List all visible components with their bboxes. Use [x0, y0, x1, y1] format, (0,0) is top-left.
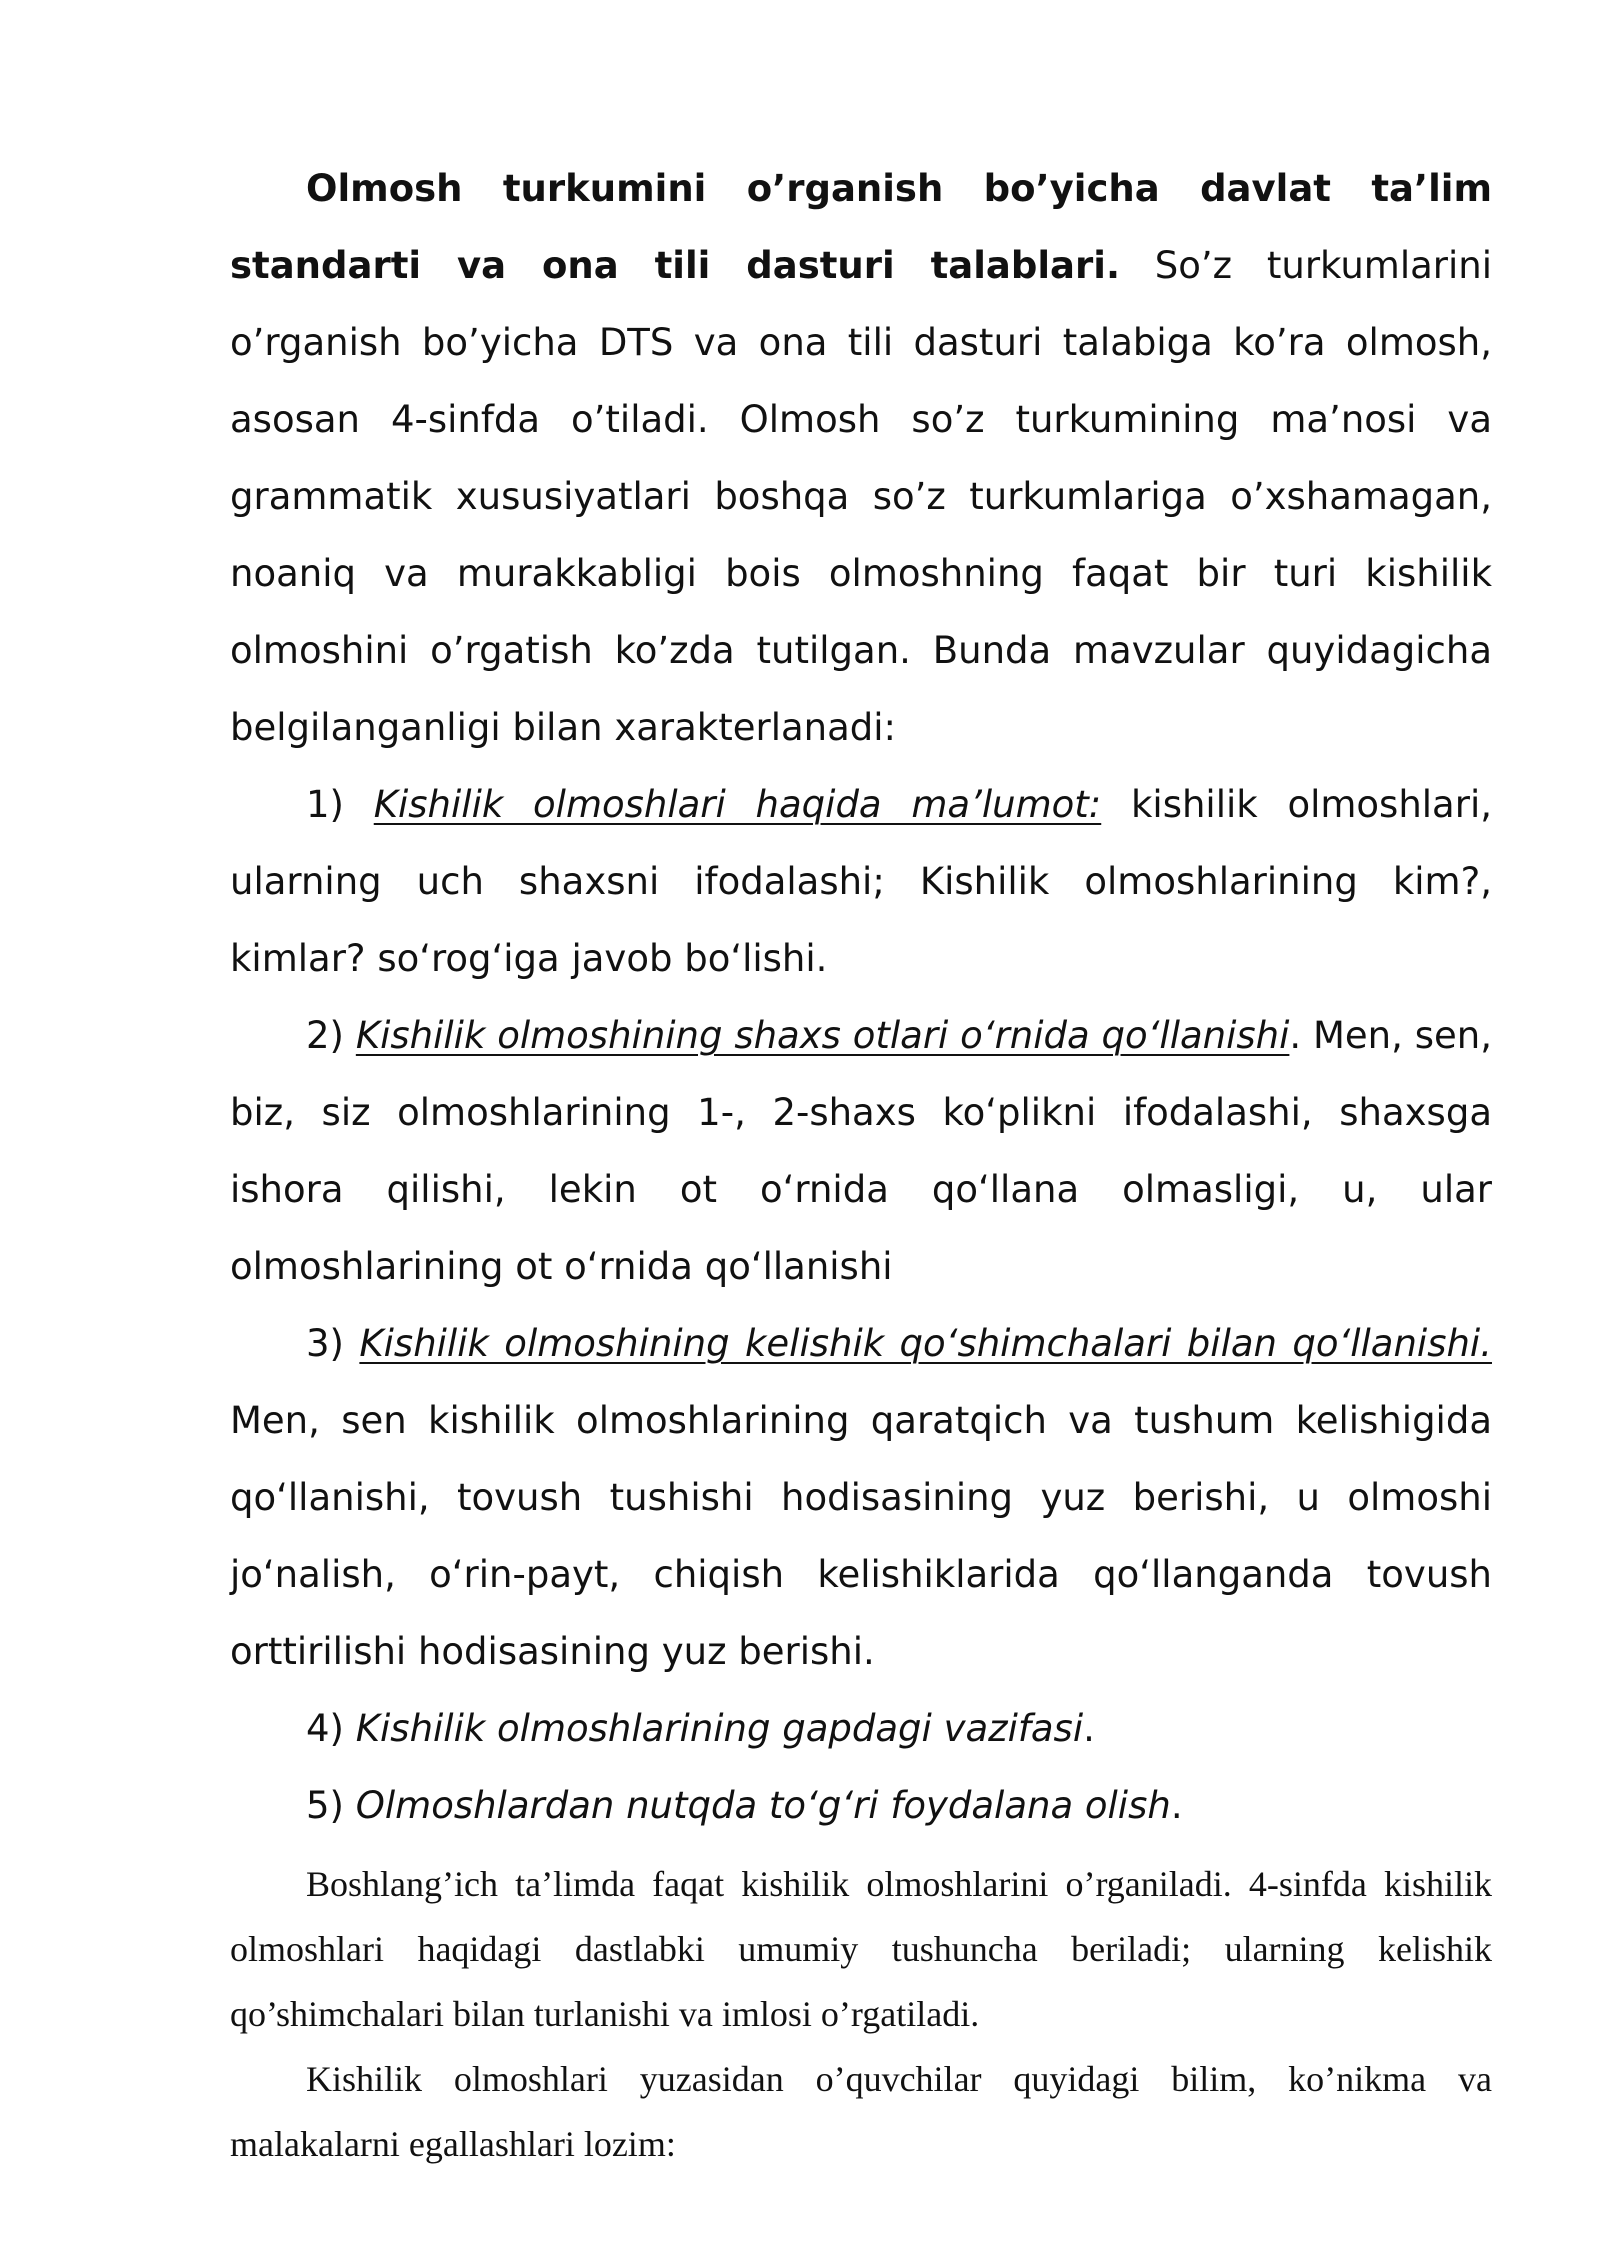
list-number: 1) — [306, 783, 374, 826]
list-number: 4) — [306, 1707, 356, 1750]
list-item-5 — [230, 1767, 1492, 1844]
list-text: . — [1170, 1784, 1183, 1827]
list-number: 3) — [306, 1322, 360, 1365]
list-text: kishilik olmoshlari, ularning uch shaxsni ifodalashi; Kishilik olmoshlarining kim?, kimlar? so‘rog‘iga javob bo‘lishi. — [230, 783, 1492, 980]
intro-paragraph — [230, 150, 1492, 766]
list-title: Kishilik olmoshlari haqida ma’lumot: — [373, 783, 1102, 826]
body-paragraph: Kishilik olmoshlari yuzasidan o’quvchilar quyidagi bilim, ko’nikma va malakalarni egallashlari lozim: — [230, 2059, 1492, 2164]
section-heading: Olmosh turkumini o’rganish bo’yicha davlat ta’lim standarti va ona tili dasturi talablari. — [230, 167, 1492, 287]
body-paragraph: Boshlang’ich ta’limda faqat kishilik olmoshlarini o’rganiladi. 4-sinfda kishilik olmoshlari haqidagi dastlabki umumiy tushuncha beriladi; ularning kelishik qo’shimchalari bilan turlanishi va imlosi o’rgatiladi. — [230, 1864, 1492, 2034]
list-item-1 — [230, 766, 1492, 997]
intro-text: So’z turkumlarini o’rganish bo’yicha DTS va ona tili dasturi talabiga ko’ra olmosh, asosan 4-sinfda o’tiladi. Olmosh so’z turkumining ma’nosi va grammatik xususiyatlari boshqa so’z turkumlariga o’xshamagan, noaniq va murakkabligi bois olmoshning faqat bir turi kishilik olmoshini o’rgatish ko’zda tutilgan. Bunda mavzular quyidagicha belgilanganligi bilan xarakterlanadi: — [230, 244, 1492, 749]
page-body — [230, 150, 1492, 2177]
list-number: 5) — [306, 1784, 356, 1827]
list-item-4 — [230, 1690, 1492, 1767]
list-text: . — [1083, 1707, 1095, 1750]
list-text: Men, sen kishilik olmoshlarining qaratqich va tushum kelishigida qo‘llanishi, tovush tushishi hodisasining yuz berishi, u olmoshi jo‘nalish, o‘rin-payt, chiqish kelishiklarida qo‘llanganda tovush orttirilishi hodisasining yuz berishi. — [230, 1399, 1492, 1673]
list-title: Olmoshlardan nutqda to‘g‘ri foydalana olish — [355, 1784, 1171, 1827]
list-title: Kishilik olmoshlarining gapdagi vazifasi — [355, 1707, 1084, 1750]
list-title: Kishilik olmoshining shaxs otlari o‘rnida qo‘llanishi — [355, 1014, 1290, 1057]
list-text: . Men, sen, biz, siz olmoshlarining 1-, 2-shaxs ko‘plikni ifodalashi, shaxsga ishora qilishi, lekin ot o‘rnida qo‘llana olmasligi, u, ular olmoshlarining ot o‘rnida qo‘llanishi — [230, 1014, 1492, 1288]
list-item-3 — [230, 1305, 1492, 1690]
list-title: Kishilik olmoshining kelishik qo‘shimchalari bilan qo‘llanishi. — [359, 1322, 1492, 1365]
list-item-2 — [230, 997, 1492, 1305]
list-number: 2) — [306, 1014, 356, 1057]
